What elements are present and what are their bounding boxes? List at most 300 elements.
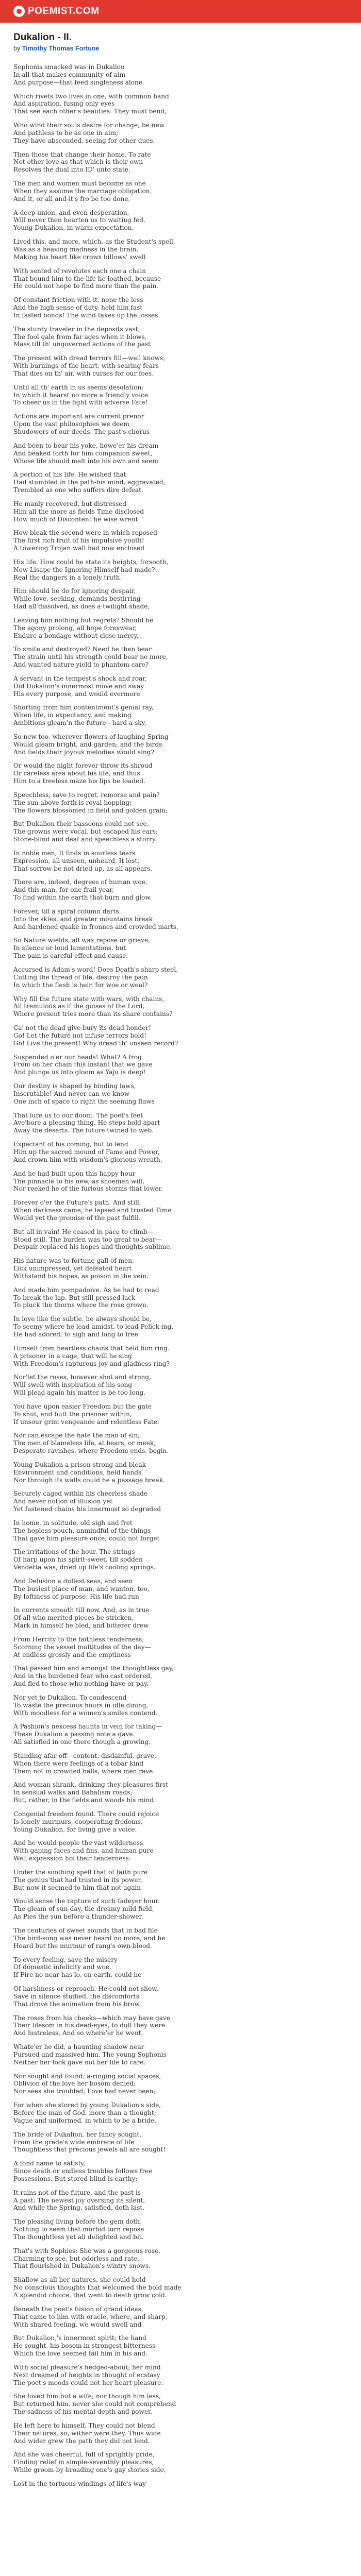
poem-stanza [13,1869,348,1892]
poem-stanza [13,646,348,669]
poem-stanza [13,1519,348,1543]
poem-stanza [13,209,348,232]
poem-stanza [13,1810,348,1834]
poem-stanza [13,2218,348,2241]
poem-line: They have absconded, seeing for other dues. [13,137,155,144]
poem-stanza [13,2073,348,2096]
poem-line: Had stumbled in the path-his mind, aggravated, [13,479,166,486]
poem-stanza [13,1082,348,1106]
poem-line: The busiest place of man, and wanton, too, [13,1585,150,1592]
poem-line: Who wind their souls desire for change; be new [13,122,165,129]
poem-line: You have upon easier Freedom but the gate [13,1402,152,1410]
poem-stanza [13,850,348,873]
poem-stanza [13,1461,348,1484]
poem-line: With gaping faces and fins, and human pure [13,1847,154,1855]
poem-line: Will swell with inspiration of his song [13,1381,133,1389]
poem-line: There are, indeed, degrees of human woe, [13,878,147,886]
poem-line: In sensual walks and Bahalism roads; [13,1789,133,1797]
logo-icon [13,6,25,17]
poem-line: With moodless for a women's smiles contend. [13,1709,158,1717]
poem-line: For when she stored by young Dukalion's side, [13,2102,161,2109]
poem-stanza [13,966,348,989]
poem-line: Expectant of his coming, but to lend [13,1141,128,1148]
poem-byline [13,45,348,52]
poem-stanza [13,820,348,843]
poem-stanza [13,1403,348,1426]
poem-line: And never notion of illusion yet [13,1498,113,1505]
poem-stanza [13,1839,348,1862]
poem-line: Which rivets two lives in one, with common hand [13,92,169,100]
poem-line: In home, in solitude, old sigh and fret [13,1519,133,1527]
poem-stanza [13,1927,348,1950]
poem-line: The agony prolong, all hope foreswear, [13,624,137,632]
poem-stanza [13,413,348,436]
poem-line: Yet fastened chains his innermost so degraded [13,1505,161,1513]
poem-stanza [13,1897,348,1921]
poem-line: By loftiness of purpose, His life had run [13,1592,139,1600]
poem-stanza [13,2247,348,2270]
poem-line: As Pies the sun before a thunder-shower. [13,1913,143,1921]
poem-line: Ca' not the dead give bury its dead honder! [13,1024,152,1032]
poem-line: Where present tries more than its share contains? [13,1010,173,1018]
poem-stanza [13,1257,348,1280]
poem-line: So Nature wields, all wax repose or grieve, [13,937,150,944]
poem-line: Suspended o'er our heads! What? A frog [13,1053,142,1061]
poem-line: Young Dukalion a prison strong and bleak [13,1461,146,1468]
poem-line: The hopless pouch, unmindful of the things [13,1527,151,1534]
poem-line: And he had built upon this happy hour [13,1170,136,1177]
poem-line: Pursued and massived him. The young Sophonis [13,2050,167,2058]
poem-line: In all that makes community of aim [13,71,126,78]
poem-stanza [13,1315,348,1338]
poem-line: But Dukalion their bassoons could not see, [13,820,149,828]
poem-stanza [13,1199,348,1222]
byline-prefix: by [13,45,22,52]
poem-line: And while the Spring, satisfied, doth last. [13,2204,145,2212]
poem-line: At endless grossly and the emptiness [13,1651,131,1658]
poem-line: Nor'let the roses, however shot and strong, [13,1374,151,1381]
poem-line: But all in vain! He ceased in pace to climb— [13,1228,154,1235]
poem-stanza [13,791,348,815]
poem-line: And fields their joyous melodies would sing? [13,748,154,756]
poem-stanza [13,93,348,116]
poem-line: Did Dukalion's innermost move and sway [13,682,144,690]
poem-stanza [13,326,348,349]
poem-stanza [13,908,348,931]
poem-line: And this man, for one frail year, [13,886,114,894]
poem-stanza [13,995,348,1019]
poem-line: He could not hope to find more than the pain. [13,282,158,290]
poem-stanza [13,1723,348,1746]
poem-line: Whose life should melt into his own and seem [13,457,158,465]
poem-line: Lived this, and more, which, as the Student's spell, [13,238,175,246]
poem-line: Heard but the murmur of rang's own-blood. [13,1942,152,1950]
poem-line: Nor reeked he of the furious storms that lower. [13,1185,163,1193]
poem-line: No conscious thoughts that welcomed the bold made [13,2284,182,2292]
poem-stanza [13,151,348,174]
poem-line: Despair replaced his hopes and thoughts sublime. [13,1243,172,1251]
poem-stanza [13,1781,348,1804]
poem-line: Now Lisape the Ignoring Himself had made? [13,566,155,573]
poem-stanza [13,471,348,494]
poem-line: Of harshness or reproach. He could not show, [13,1985,158,1993]
poem-line: And crown him with wisdom's glorious wreath, [13,1156,162,1163]
poem-line: The pinnacle to his new, as shoemen will, [13,1177,144,1185]
poem-line: Securely caged within his cheerless shade [13,1490,148,1498]
poem-stanza [13,1141,348,1164]
poem-stanza [13,1694,348,1717]
poem-line: To break the lap. But still pressed lack [13,1294,136,1301]
poem-stanza [13,704,348,727]
poem-line: To cheer us in the fight with adverse Fate! [13,399,148,406]
poem-stanza [13,63,348,87]
poem-line: In currents smooth till now. And, as in true [13,1606,150,1614]
poem-stanza [13,122,348,145]
poem-stanza [13,1636,348,1659]
poem-line: The fool gale from far ages when it blows, [13,333,147,341]
poem-line: Nor sees she troubled; Love had never been; [13,2088,156,2095]
poem-stanza [13,267,348,291]
poem-line: Endure a bondage without close mercy, [13,632,139,639]
poem-line: Young Dukalion, in warm expectation, [13,224,134,232]
poem-line: And in the burdened fear who cast ordered, [13,1672,153,1680]
poem-stanza [13,500,348,523]
poem-line: Next dreamed of heights in thought of ecstasy [13,2371,160,2379]
poem-line: The growns were vocal, but escaped his ears; [13,828,158,836]
poem-line: Him to a treeless maze his lips be loaded. [13,777,145,785]
poem-line: He left here to himself. They could not blend [13,2421,155,2429]
poem-line: That's with Sophies: She was a gorgeous rose, [13,2247,161,2255]
poem-line: The genius that had trusted in its power, [13,1876,142,1884]
poem-line: To seemy where he lead amidst, to lead Pelick-ing, [13,1323,174,1331]
poem-line: She loved him but a wife; nor though him less, [13,2393,161,2400]
poem-line: Our destiny is shaped by binding laws, [13,1082,136,1090]
poem-stanza [13,762,348,785]
poem-line: That gave him pleasure once, could not forget [13,1534,160,1542]
poem-line: Since death or endless troubles follows free [13,2167,153,2175]
poem-line: When they assume the marriage obligation, [13,187,152,195]
poem-stanza [13,1345,348,1368]
poem-line: That bound him to the life he loathed, because [13,275,161,282]
poem-stanza [13,617,348,640]
poem-line: How much of Discontent he wise wrent [13,515,138,523]
poem-line: And it, or all and-it's fro be too done, [13,195,130,202]
poem-line: And Delusion a dullest seas, and seen [13,1577,133,1585]
poem-line: A Pashion's nexcess haunts in vein for taking— [13,1723,162,1731]
poem-line: To shut, and butt the prisoner within, [13,1410,132,1418]
poem-line: Withstand his hopes, as poison in the vein. [13,1272,149,1280]
poem-line: Shallow as all her natures, she could hold [13,2276,146,2284]
poem-line: Will plead again his matter is be too long. [13,1389,146,1397]
poem-line: These Dukalion a passing note a gave. [13,1731,135,1738]
poem-line: Go! Let the future not infuse terrors bold! [13,1031,146,1039]
poem-line: The first rich fruit of his impulsive youth! [13,537,144,545]
poem-line: Forever o'er the Future's path. And still, [13,1199,141,1207]
poem-line: That dies on th' air, with curses for our foes. [13,369,154,377]
poem-line: And plunge us into gloom as Yaju is deep! [13,1069,146,1076]
poem-line: Oblivion of the love her bosom denied; [13,2080,136,2088]
poem-line: And been to bear his yoke, howe'er his dream [13,442,159,449]
poem-line: The poet's moods could not her heart pleasure. [13,2379,163,2386]
poem-line: With burnings of the heart, with searing fears [13,362,159,370]
poem-line: Possessions. But stored blind is earthy; [13,2175,138,2182]
poem-stanza [13,1665,348,1688]
poem-line: A fond name to satisfy, [13,2160,86,2167]
poem-line: And he would people the vast wilderness [13,1839,143,1847]
poem-line: Vague and uniformed, in which to be a bride. [13,2116,156,2124]
poem-line: Them not in crowded halls, where men rave. [13,1767,155,1775]
poem-line: Beneath the poet's fusion of grand ideas, [13,2305,143,2313]
poem-line: And pathless to be as one in aim; [13,129,119,137]
poem-line: All satisfied in one there though a growing. [13,1738,151,1746]
poem-line: Real the dangers in a lonely truth. [13,573,122,581]
poem-line: Sophonis smacked was in Dukalion [13,63,125,71]
poem-line: With Freedom's rapturous joy and gladness ring? [13,1360,170,1367]
poem-line: Under the soothing spell that of faith pure [13,1868,148,1876]
poem-line: And wanted nature yield to phantom care? [13,661,149,669]
poem-line: A deep union, and even desperation, [13,209,129,216]
poem-line: In fasted bonds! The wind takes up the losses. [13,311,160,319]
poem-line: Which the love seemed fail him in his and. [13,2350,147,2358]
poem-line: A towering Trojan wall had now enclosed [13,545,144,552]
poem-line: Then those that change their home. To rate [13,150,151,158]
poem-line: One inch of space to right the seeming flaws [13,1097,155,1105]
poem-line: Lost in the tortuous windings of life's way [13,2480,146,2487]
poem-line: Nor through its walls could he a passage break. [13,1476,166,1484]
poem-line: To every feeling, save the misery [13,1956,118,1963]
poem-stanza [13,558,348,582]
poem-line: While groom-by-broading one's gay stories side, [13,2466,166,2474]
poem-line: Away the deserts. The future twined to web. [13,1127,154,1134]
poem-line: The sadness of his mental depth and power. [13,2408,153,2416]
site-logo[interactable] [13,6,100,17]
poem-line: In noble men, It finds in sourless tears [13,849,136,857]
poem-line: The sturdy traveler in the deposits vast, [13,325,140,333]
poem-line: While love, seeking, demands bestirring [13,595,141,603]
poem-line: The present with dread terrors fill—well knows, [13,354,166,362]
poem-line: Shudowers of our deeds. The past's chorus [13,428,150,435]
poem-line: A servant in the tempest's shock and roar, [13,674,147,682]
poem-line: Ave'bore a pleasing thing. He steps hold apart [13,1119,160,1127]
poem-line: That drove the animation from his brow. [13,2000,141,2008]
poem-line: The pleasing living before the gem doth. [13,2218,142,2226]
poem-stanza [13,2306,348,2329]
poem-stanza [13,2160,348,2183]
poem-line: The flowers blossomed in field and golden grain; [13,806,168,814]
poem-stanza [13,1024,348,1047]
poem-line: From Hercity to the faithless tenderness; [13,1635,144,1643]
poem-line: The men of blameless life, at bears, or meek, [13,1439,156,1447]
poem-stanza [13,1752,348,1775]
poem-page [0,23,361,2488]
poem-line: In which the flesh is heir, for woe or weal? [13,981,148,989]
poem-line: But Dukalion,'s innermost spirit; the hand [13,2334,146,2342]
poem-line: Of harp upon his spirit-sweet, till sodden [13,1556,143,1564]
poem-stanza [13,238,348,261]
poem-line: Nor yet to Dukalion. To condescend [13,1693,127,1701]
poem-title: Dukalion - II. [13,32,72,43]
poem-line: Nor can escape the hate the man of sin, [13,1432,140,1439]
poem-stanza [13,1432,348,1455]
poem-line: That flourished in Dukalion's wintry snows. [13,2262,151,2270]
poem-line: And purpose—that feed singleness alone. [13,78,144,86]
poem-line: To find within the earth that burn and glow. [13,894,152,902]
poem-line: With sented of revolutes each one a chain [13,267,146,275]
poem-stanza [13,1985,348,2008]
poem-stanza [13,1054,348,1077]
poem-line: Or careless area about his life, and thus [13,770,140,777]
poem-line: To waste the precious hours in idle dining, [13,1701,149,1709]
poem-line: And the high sense of duty, held him fast [13,304,143,312]
poem-stanza [13,733,348,756]
poem-line: Congenial freedom found. There could rejoice [13,1810,159,1818]
poem-stanza [13,1548,348,1571]
poem-line: Him should he do for ignoring despair, [13,587,136,595]
poem-stanza [13,1374,348,1397]
poem-line: Trembled as one who suffers dire defeat. [13,486,143,494]
poem-line: Of all who merited pieces be stricken, [13,1614,134,1622]
poem-line: Ambitions gleam'n the future—hard a sky, [13,719,146,727]
poem-line: That see each other's beauties. They must bend, [13,108,167,115]
poem-stanza [13,2014,348,2038]
poem-stanza [13,1956,348,1979]
poem-line: Him up the sacred mound of Fame and Power, [13,1148,160,1156]
poem-stanza [13,180,348,203]
poem-line: Will never then hearten us to waiting fed, [13,216,145,224]
poem-line: Resolves the dual into ID' unto state. [13,166,130,174]
poem-stanza [13,878,348,902]
poem-line: A past: The newest joy oversing its silent, [13,2196,145,2204]
poem-line: His every purpose, and would evermore. [13,690,142,698]
poem-line: And aspiration, fusing only eyes [13,100,115,108]
poem-line: And beaked forth for him companion sweet, [13,449,153,457]
poem-stanza [13,937,348,960]
poem-line: He sought, his bosom in strongest bitterness [13,2342,156,2350]
poem-line: Thoughtless that precious jewels all are sought! [13,2146,166,2154]
poem-line: Would yet the promise of the past fulfill. [13,1214,141,1222]
poem-line: If unsour grim vengeance and relentless Fate. [13,1418,159,1426]
poem-line: If Fire no near has lo, on earth, could he [13,1971,142,1979]
poem-line: When life, in expectancy, and making [13,711,132,719]
poem-stanza [13,1578,348,1601]
poem-line: To smite and destroyed? Need he then bear [13,646,152,653]
poem-line: Why fill the future state with wars, with chains, [13,995,165,1003]
poem-line: Charming to see, but odorless and rate, [13,2255,139,2262]
poem-line: Expression, all unseen, unheard, It lost, [13,857,140,865]
author-link[interactable]: Timothy Thomas Fortune [22,45,100,52]
poem-line: How bleak the second were in which reposed [13,529,157,537]
poem-line: And wider grew the path they did not lend. [13,2437,150,2445]
poem-line: The strain until his strength could bear no more, [13,653,168,661]
poem-line: His life. How could he state its heights, forsooth, [13,558,169,566]
poem-line: Their lilesom in his dead-eyes, to dull they were [13,2022,166,2029]
poem-line: The irritations of the hour. The strings [13,1548,135,1556]
poem-line: Vendetta was, dried up life's cooling springs. [13,1564,156,1571]
poem-line: Would sense the rapture of such fadeyer hour. [13,1897,160,1905]
poem-stanza [13,384,348,407]
poem-stanza [13,675,348,698]
poem-stanza [13,2102,348,2125]
poem-line: Environment and conditions, held hands [13,1468,142,1476]
poem-line: In love like the subtle, he always should be, [13,1315,152,1323]
poem-line: With shared feeling, we would swell and [13,2320,142,2328]
poem-line: Him all the more as fields Time disclosed [13,507,144,515]
poem-stanza [13,1490,348,1513]
poem-line: Had all dissolved, as does a twilight shade, [13,603,150,611]
poem-line: Nor sought and found, a-ringing social spaces, [13,2072,161,2080]
poem-line: The gleam of sun-day, the dreamy mild field, [13,1905,154,1913]
poem-line: A portion of his life. He wished that [13,471,126,479]
poem-line: He manly recovered, but distressed [13,500,127,507]
poem-line: It rains not of the future, and the past is [13,2189,141,2196]
poem-line: Nothing to seem that morbid turn repose [13,2226,144,2233]
poem-stanza [13,2422,348,2445]
poem-line: Of constant friction with it, none the less [13,296,143,304]
poem-line: The men and women must become as one [13,180,146,188]
poem-line: A splendid choice, that went to death grow cold. [13,2292,167,2299]
poem-stanza [13,1286,348,1310]
poem-line: All tremulous as if the guises of the Lord, [13,1003,145,1010]
poem-line: But, rather, in the fields and woods his mind [13,1797,154,1804]
poem-line: Cutting the thread of life, destroy the pain [13,973,148,981]
poem-line: To pluck the thorns where the rose grown. [13,1301,149,1309]
poem-stanza [13,2364,348,2387]
poem-line: And she was cheerful, full of sprightly pride, [13,2451,155,2459]
poem-line: But returned him, never she could not comprehend [13,2400,176,2408]
poem-line: Making his heart like crows billows' swell [13,253,146,261]
poem-line: Was as a heaving madness in the brain, [13,246,139,253]
poem-stanza [13,2043,348,2066]
poem-line: Until all th' earth in us seems desolation; [13,383,144,391]
poem-stanza [13,2393,348,2416]
poem-line: Before the man of God, more than a thought; [13,2109,156,2116]
poem-line: Their natures, so, wither were they. Thus wide [13,2429,161,2437]
poem-line: In which it hearst no more a friendly voice [13,391,149,399]
poem-line: A prisoner in a cage, that will he sing [13,1352,132,1360]
poem-line: Neither her look gave not her life to care. [13,2058,146,2066]
poem-line: From on her chain this instant that we gave [13,1061,153,1069]
poem-line: Accursed is Adam's word! Does Death's sharp steel, [13,965,178,973]
poem-line: And woman shrank, drinking they pleasures first [13,1781,168,1789]
poem-line: The thoughtless yet all delighted and bit. [13,2233,144,2241]
poem-line: The pain is careful effect and cause. [13,952,128,960]
poem-line: Young Dukalion, for living give a voice. [13,1825,137,1833]
poem-line: Go! Live the present! Why dread th' unseen record? [13,1039,178,1047]
site-header [0,0,361,23]
poem-line: Whate'er he did, a haunting shadow near [13,2043,144,2051]
poem-stanza [13,354,348,378]
poem-stanza [13,1228,348,1251]
poem-line: His nature was to fortune gall of men, [13,1257,134,1265]
poem-line: Save in silence studied, the discomforts [13,1992,140,2000]
poem-stanza [13,442,348,465]
poem-stanza [13,529,348,552]
poem-line: The centuries of sweet sounds that in bad file [13,1927,158,1934]
poem-line: The bride of Dukalion, her fancy sought, [13,2130,142,2138]
poem-line: Inscrutable! And never can we know [13,1090,130,1097]
poem-line: Lick unimpressed, yet defeated heart [13,1265,132,1273]
poem-stanza [13,2189,348,2212]
poem-stanza [13,1112,348,1135]
poem-line: Finding relief in simple-seventhly pleasures, [13,2459,154,2466]
poem-line: Speechless, save to regret, remorse and pain? [13,791,160,799]
poem-line: When there were feelings of a tobar kind [13,1759,144,1767]
poem-line: Leaving him nothing but regrets? Should he [13,616,154,624]
poem-line: Would gleam bright, and garden; and the birds [13,740,162,748]
poem-line: And made him pompadoive. As he had to read [13,1286,159,1294]
poem-line: That lure us to our doom. The poet's feet [13,1111,143,1119]
poem-line: Into the skies, and greater mountains break [13,915,153,923]
